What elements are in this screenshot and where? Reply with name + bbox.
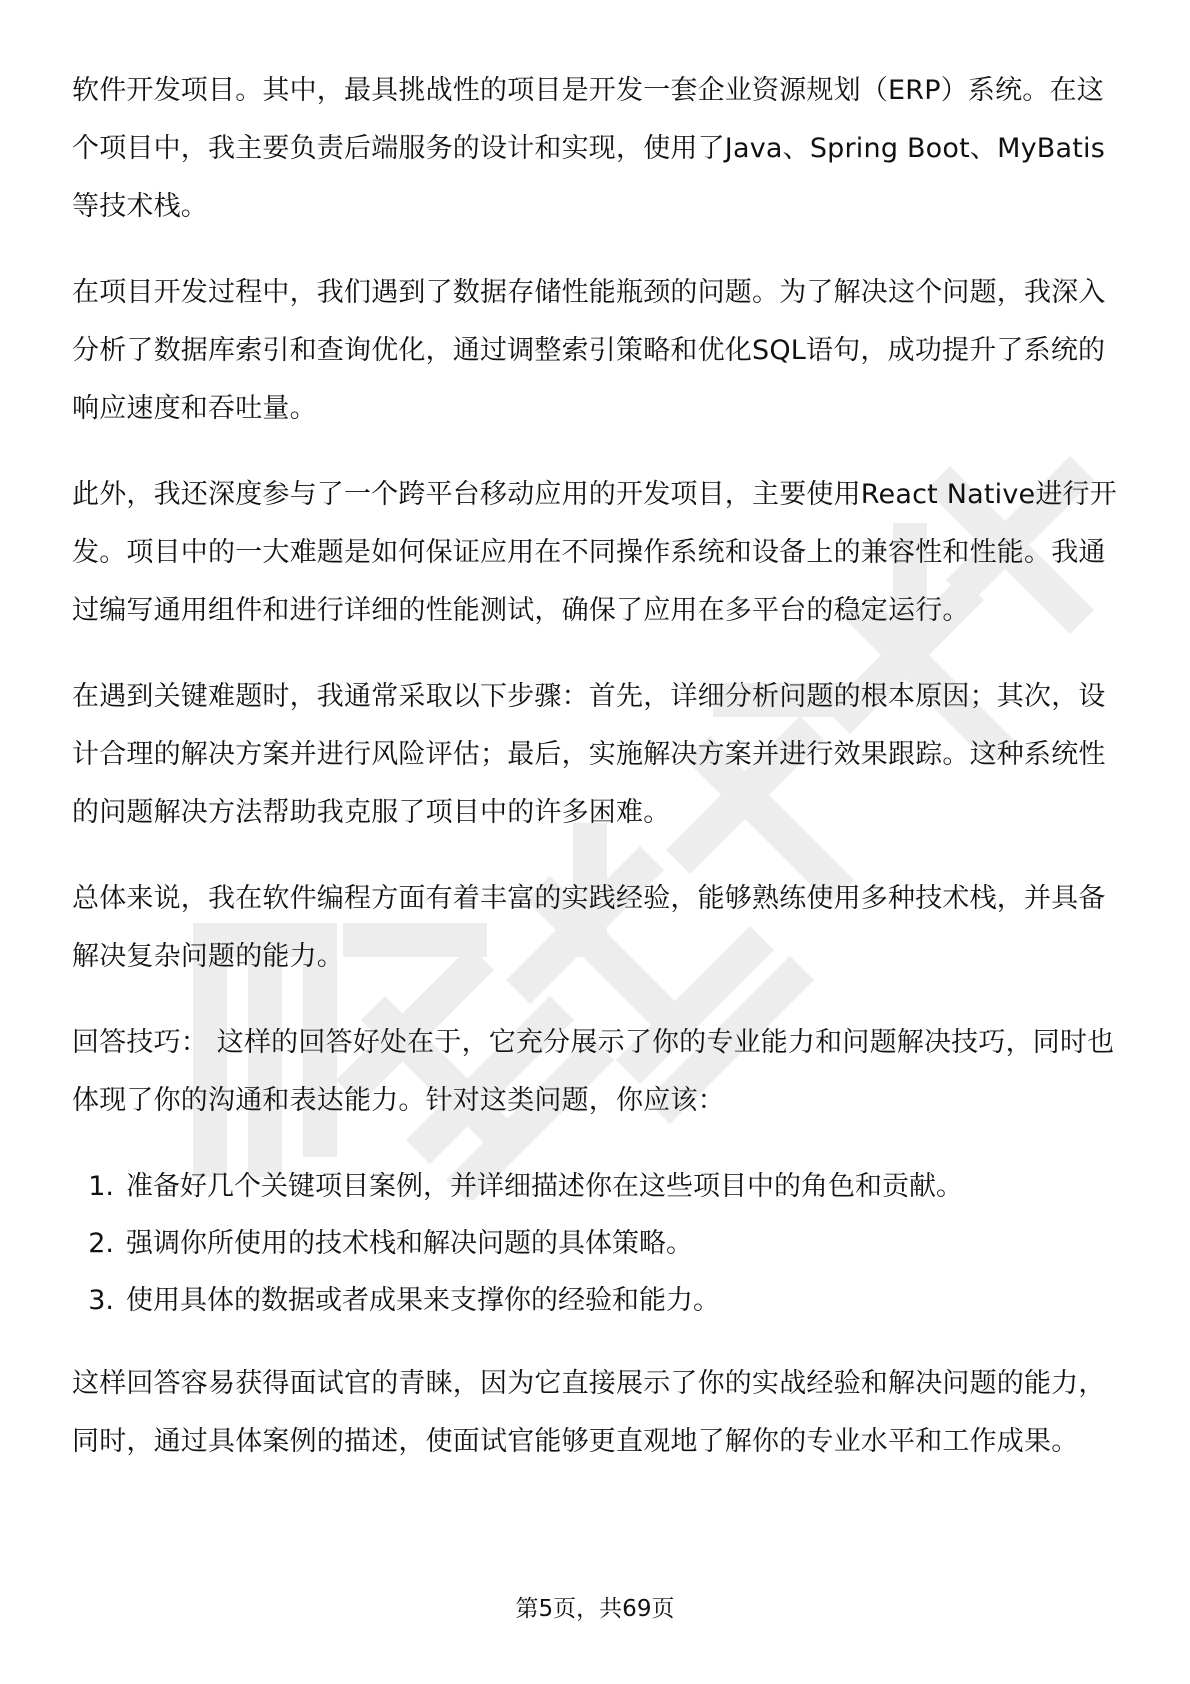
page-number: 第5页，共69页 [515,1596,675,1622]
list-item-text: 使用具体的数据或者成果来支撑你的经验和能力。 [126,1285,720,1316]
list-item [72,1272,1122,1329]
paragraph-erp-project: 软件开发项目。其中，最具挑战性的项目是开发一套企业资源规划（ERP）系统。在这个项目中，我主要负责后端服务的设计和实现，使用了Java、Spring Boot、MyBatis等技术栈。 [72,75,1105,222]
list-item-text: 强调你所使用的技术栈和解决问题的具体策略。 [126,1228,693,1259]
paragraph-mobile-project: 此外，我还深度参与了一个跨平台移动应用的开发项目，主要使用React Native进行开发。项目中的一大难题是如何保证应用在不同操作系统和设备上的兼容性和性能。我通过编写通用组件和进行详细的性能测试，确保了应用在多平台的稳定运行。 [72,479,1117,626]
list-item-number: 3. [88,1285,114,1316]
list-item-number: 1. [88,1171,114,1202]
tips-list [72,1158,1122,1329]
paragraph-performance-issue: 在项目开发过程中，我们遇到了数据存储性能瓶颈的问题。为了解决这个问题，我深入分析了数据库索引和查询优化，通过调整索引策略和优化SQL语句，成功提升了系统的响应速度和吞吐量。 [72,277,1106,424]
paragraph-summary: 总体来说，我在软件编程方面有着丰富的实践经验，能够熟练使用多种技术栈，并具备解决复杂问题的能力。 [72,883,1106,972]
document-body [72,62,1122,1499]
paragraph-answer-tips: 回答技巧： 这样的回答好处在于，它充分展示了你的专业能力和问题解决技巧，同时也体现了你的沟通和表达能力。针对这类问题，你应该： [72,1027,1115,1116]
list-item-text: 准备好几个关键项目案例，并详细描述你在这些项目中的角色和贡献。 [126,1171,963,1202]
list-item [72,1215,1122,1272]
list-item-number: 2. [88,1228,114,1259]
paragraph-conclusion: 这样回答容易获得面试官的青睐，因为它直接展示了你的实战经验和解决问题的能力，同时，通过具体案例的描述，使面试官能够更直观地了解你的专业水平和工作成果。 [72,1368,1106,1457]
list-item [72,1158,1122,1215]
paragraph-problem-solving-steps: 在遇到关键难题时，我通常采取以下步骤：首先，详细分析问题的根本原因；其次，设计合理的解决方案并进行风险评估；最后，实施解决方案并进行效果跟踪。这种系统性的问题解决方法帮助我克服了项目中的许多困难。 [72,681,1106,828]
